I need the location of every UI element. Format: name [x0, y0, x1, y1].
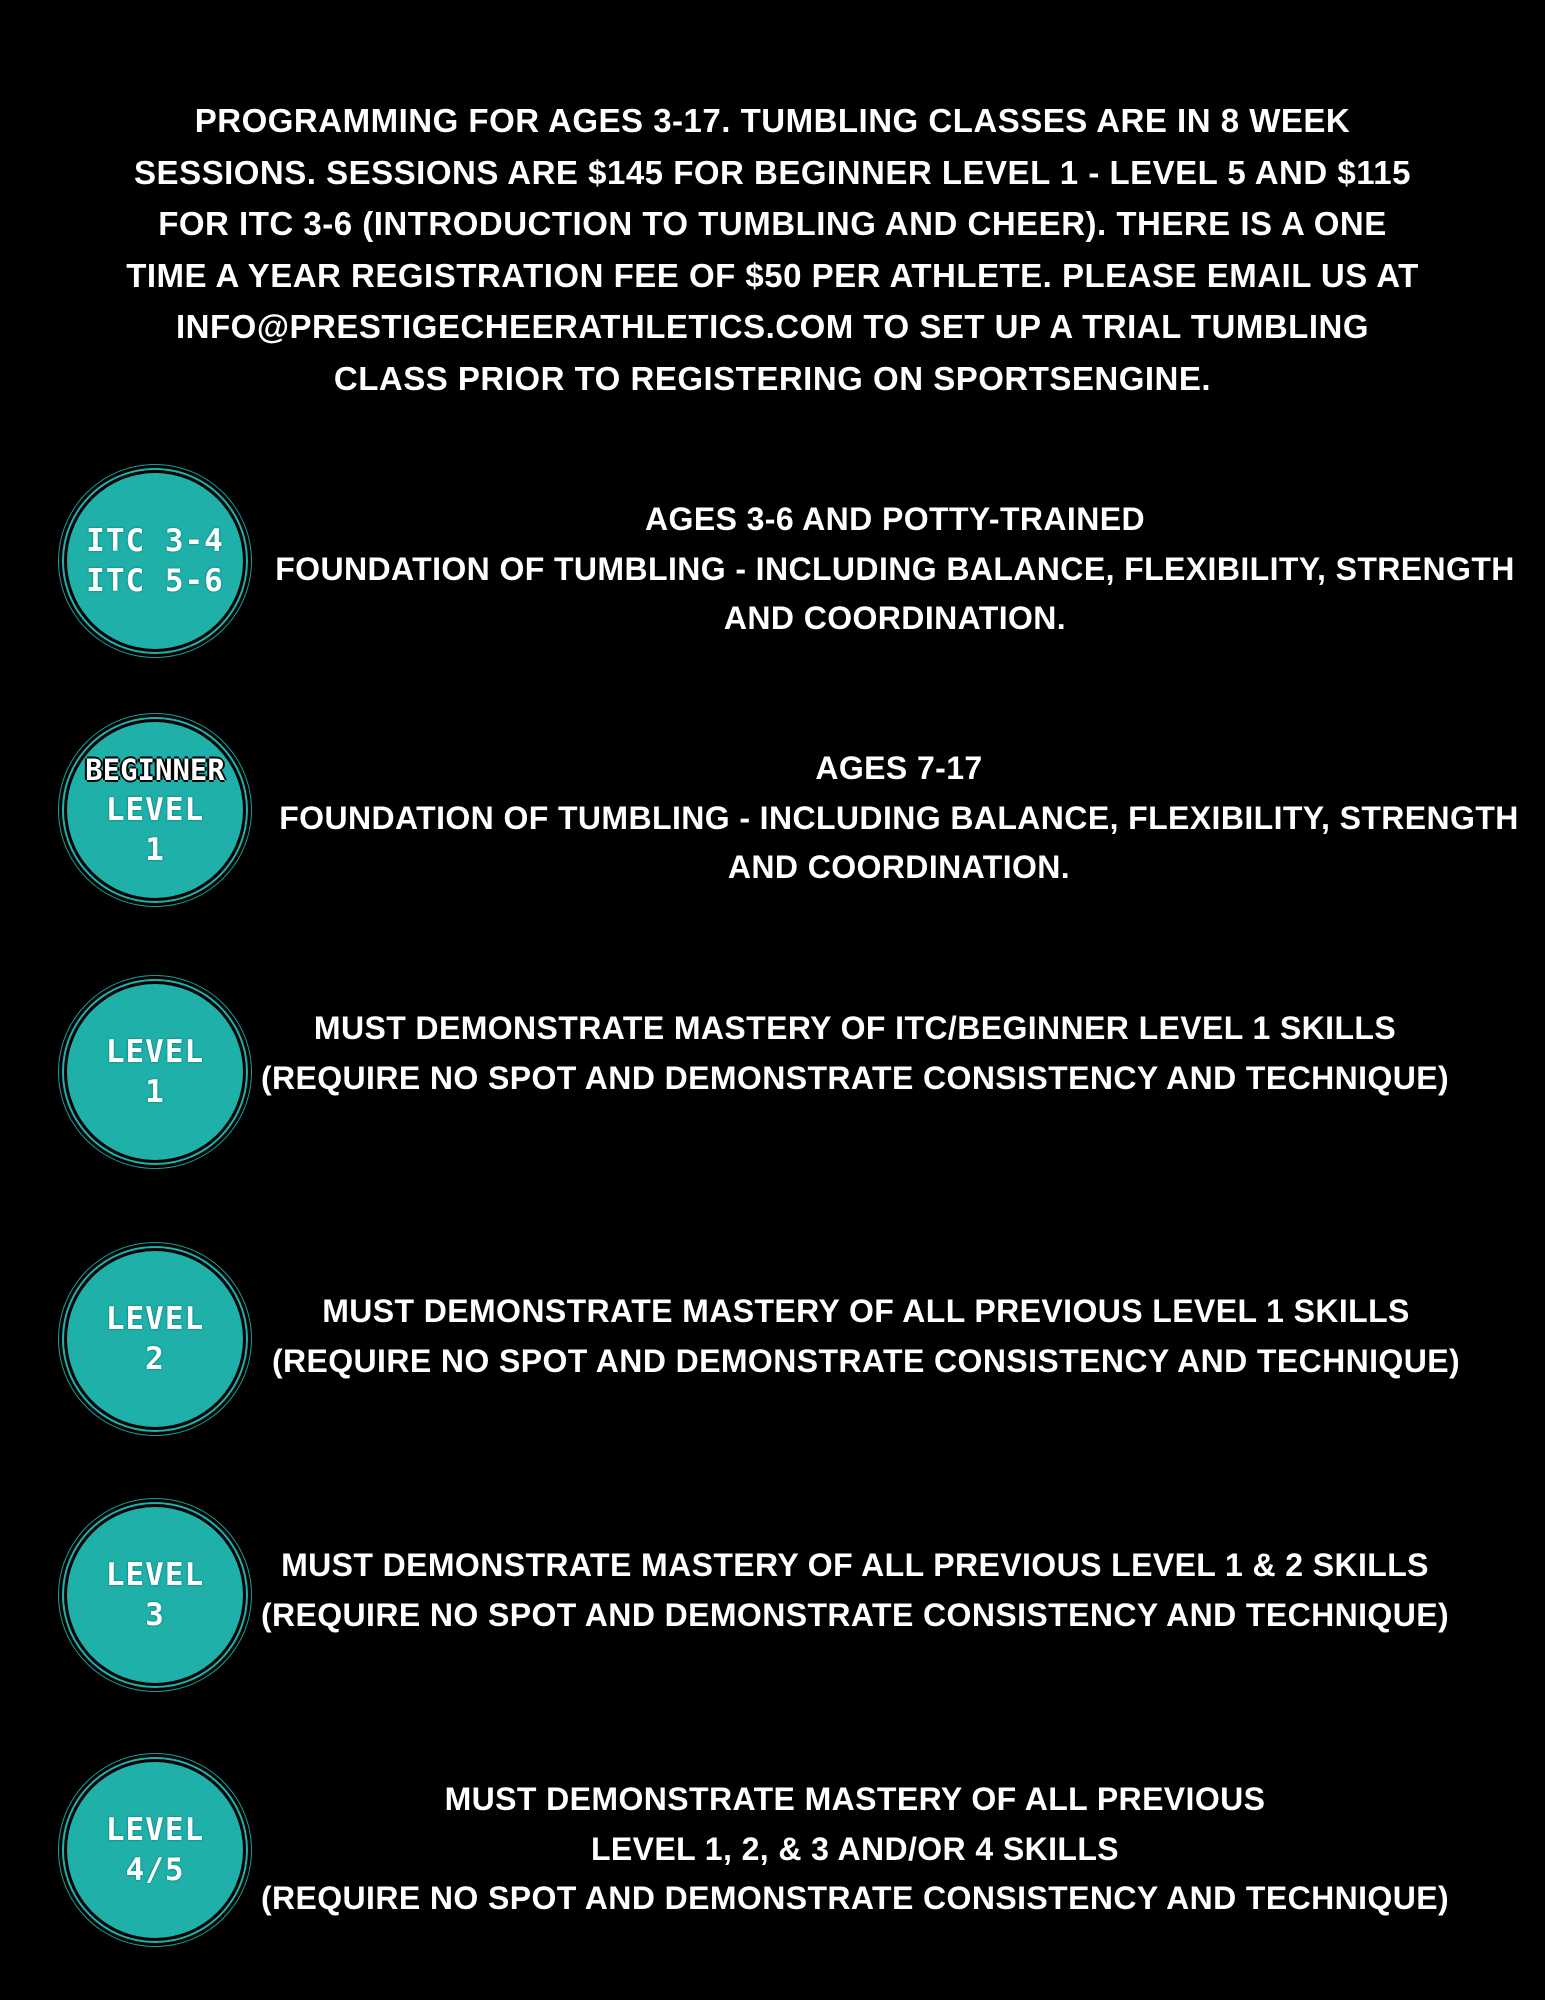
- badge-line: 2: [145, 1341, 165, 1377]
- description-line: LEVEL 1, 2, & 3 AND/OR 4 SKILLS: [590, 1830, 1120, 1867]
- description-line: FOUNDATION OF TUMBLING - INCLUDING BALANCE, FLEXIBILITY, STRENGTH: [279, 799, 1519, 836]
- intro-line: PROGRAMMING FOR AGES 3-17. TUMBLING CLASSES ARE IN 8 WEEK: [194, 102, 1351, 139]
- level-description-1: [260, 1004, 1450, 1103]
- description-line: (REQUIRE NO SPOT AND DEMONSTRATE CONSISTENCY AND TECHNIQUE): [260, 1059, 1450, 1096]
- description-line: AGES 3-6 AND POTTY-TRAINED: [645, 501, 1145, 537]
- level-description-2: [271, 1287, 1461, 1386]
- description-line: AGES 7-17: [815, 750, 983, 786]
- badge-line: LEVEL: [105, 1034, 205, 1070]
- badge-line: ITC 5-6: [86, 563, 224, 599]
- intro-paragraph: [110, 95, 1435, 404]
- description-line: (REQUIRE NO SPOT AND DEMONSTRATE CONSISTENCY AND TECHNIQUE): [271, 1342, 1461, 1379]
- badge-line: LEVEL: [105, 1301, 205, 1337]
- level-description-4-5: [260, 1775, 1450, 1924]
- intro-line: SESSIONS. SESSIONS ARE $145 FOR BEGINNER LEVEL 1 - LEVEL 5 AND $115: [134, 153, 1411, 191]
- badge-line: ITC 3-4: [86, 523, 224, 559]
- badge-line: 1: [145, 832, 165, 868]
- badge-line: 1: [145, 1074, 165, 1110]
- level-badge-4-5: [67, 1762, 243, 1938]
- description-line: AND COORDINATION.: [727, 849, 1071, 885]
- level-badge-beginner-1: [67, 722, 243, 898]
- description-line: MUST DEMONSTRATE MASTERY OF ALL PREVIOUS: [444, 1781, 1266, 1817]
- level-badge-3: [67, 1507, 243, 1683]
- level-badge-1: [67, 984, 243, 1160]
- badge-line: 3: [145, 1597, 165, 1633]
- description-line: MUST DEMONSTRATE MASTERY OF ALL PREVIOUS LEVEL 1 SKILLS: [322, 1293, 1410, 1329]
- badge-line: BEGINNER: [85, 753, 225, 787]
- description-line: MUST DEMONSTRATE MASTERY OF ALL PREVIOUS LEVEL 1 & 2 SKILLS: [281, 1547, 1429, 1583]
- level-description-itc: [270, 495, 1520, 644]
- description-line: (REQUIRE NO SPOT AND DEMONSTRATE CONSISTENCY AND TECHNIQUE): [260, 1880, 1450, 1916]
- level-description-3: [260, 1541, 1450, 1640]
- intro-line: TIME A YEAR REGISTRATION FEE OF $50 PER ATHLETE. PLEASE EMAIL US AT: [126, 256, 1419, 294]
- level-badge-2: [67, 1251, 243, 1427]
- description-line: FOUNDATION OF TUMBLING - INCLUDING BALANCE, FLEXIBILITY, STRENGTH: [275, 550, 1515, 587]
- badge-line: LEVEL: [105, 1812, 205, 1848]
- description-line: (REQUIRE NO SPOT AND DEMONSTRATE CONSISTENCY AND TECHNIQUE): [260, 1596, 1450, 1633]
- badge-line: LEVEL: [105, 1557, 205, 1593]
- intro-line: FOR ITC 3-6 (INTRODUCTION TO TUMBLING AND CHEER). THERE IS A ONE: [158, 205, 1387, 242]
- level-description-beginner-1: [274, 744, 1524, 893]
- intro-email-line[interactable]: INFO@PRESTIGECHEERATHLETICS.COM TO SET UP A TRIAL TUMBLING: [176, 308, 1369, 345]
- description-line: MUST DEMONSTRATE MASTERY OF ITC/BEGINNER LEVEL 1 SKILLS: [313, 1010, 1397, 1046]
- intro-line: CLASS PRIOR TO REGISTERING ON SPORTSENGINE.: [333, 359, 1212, 397]
- level-badge-itc: [67, 473, 243, 649]
- badge-line: LEVEL: [105, 792, 205, 828]
- badge-line: 4/5: [125, 1852, 185, 1888]
- description-line: AND COORDINATION.: [723, 600, 1067, 636]
